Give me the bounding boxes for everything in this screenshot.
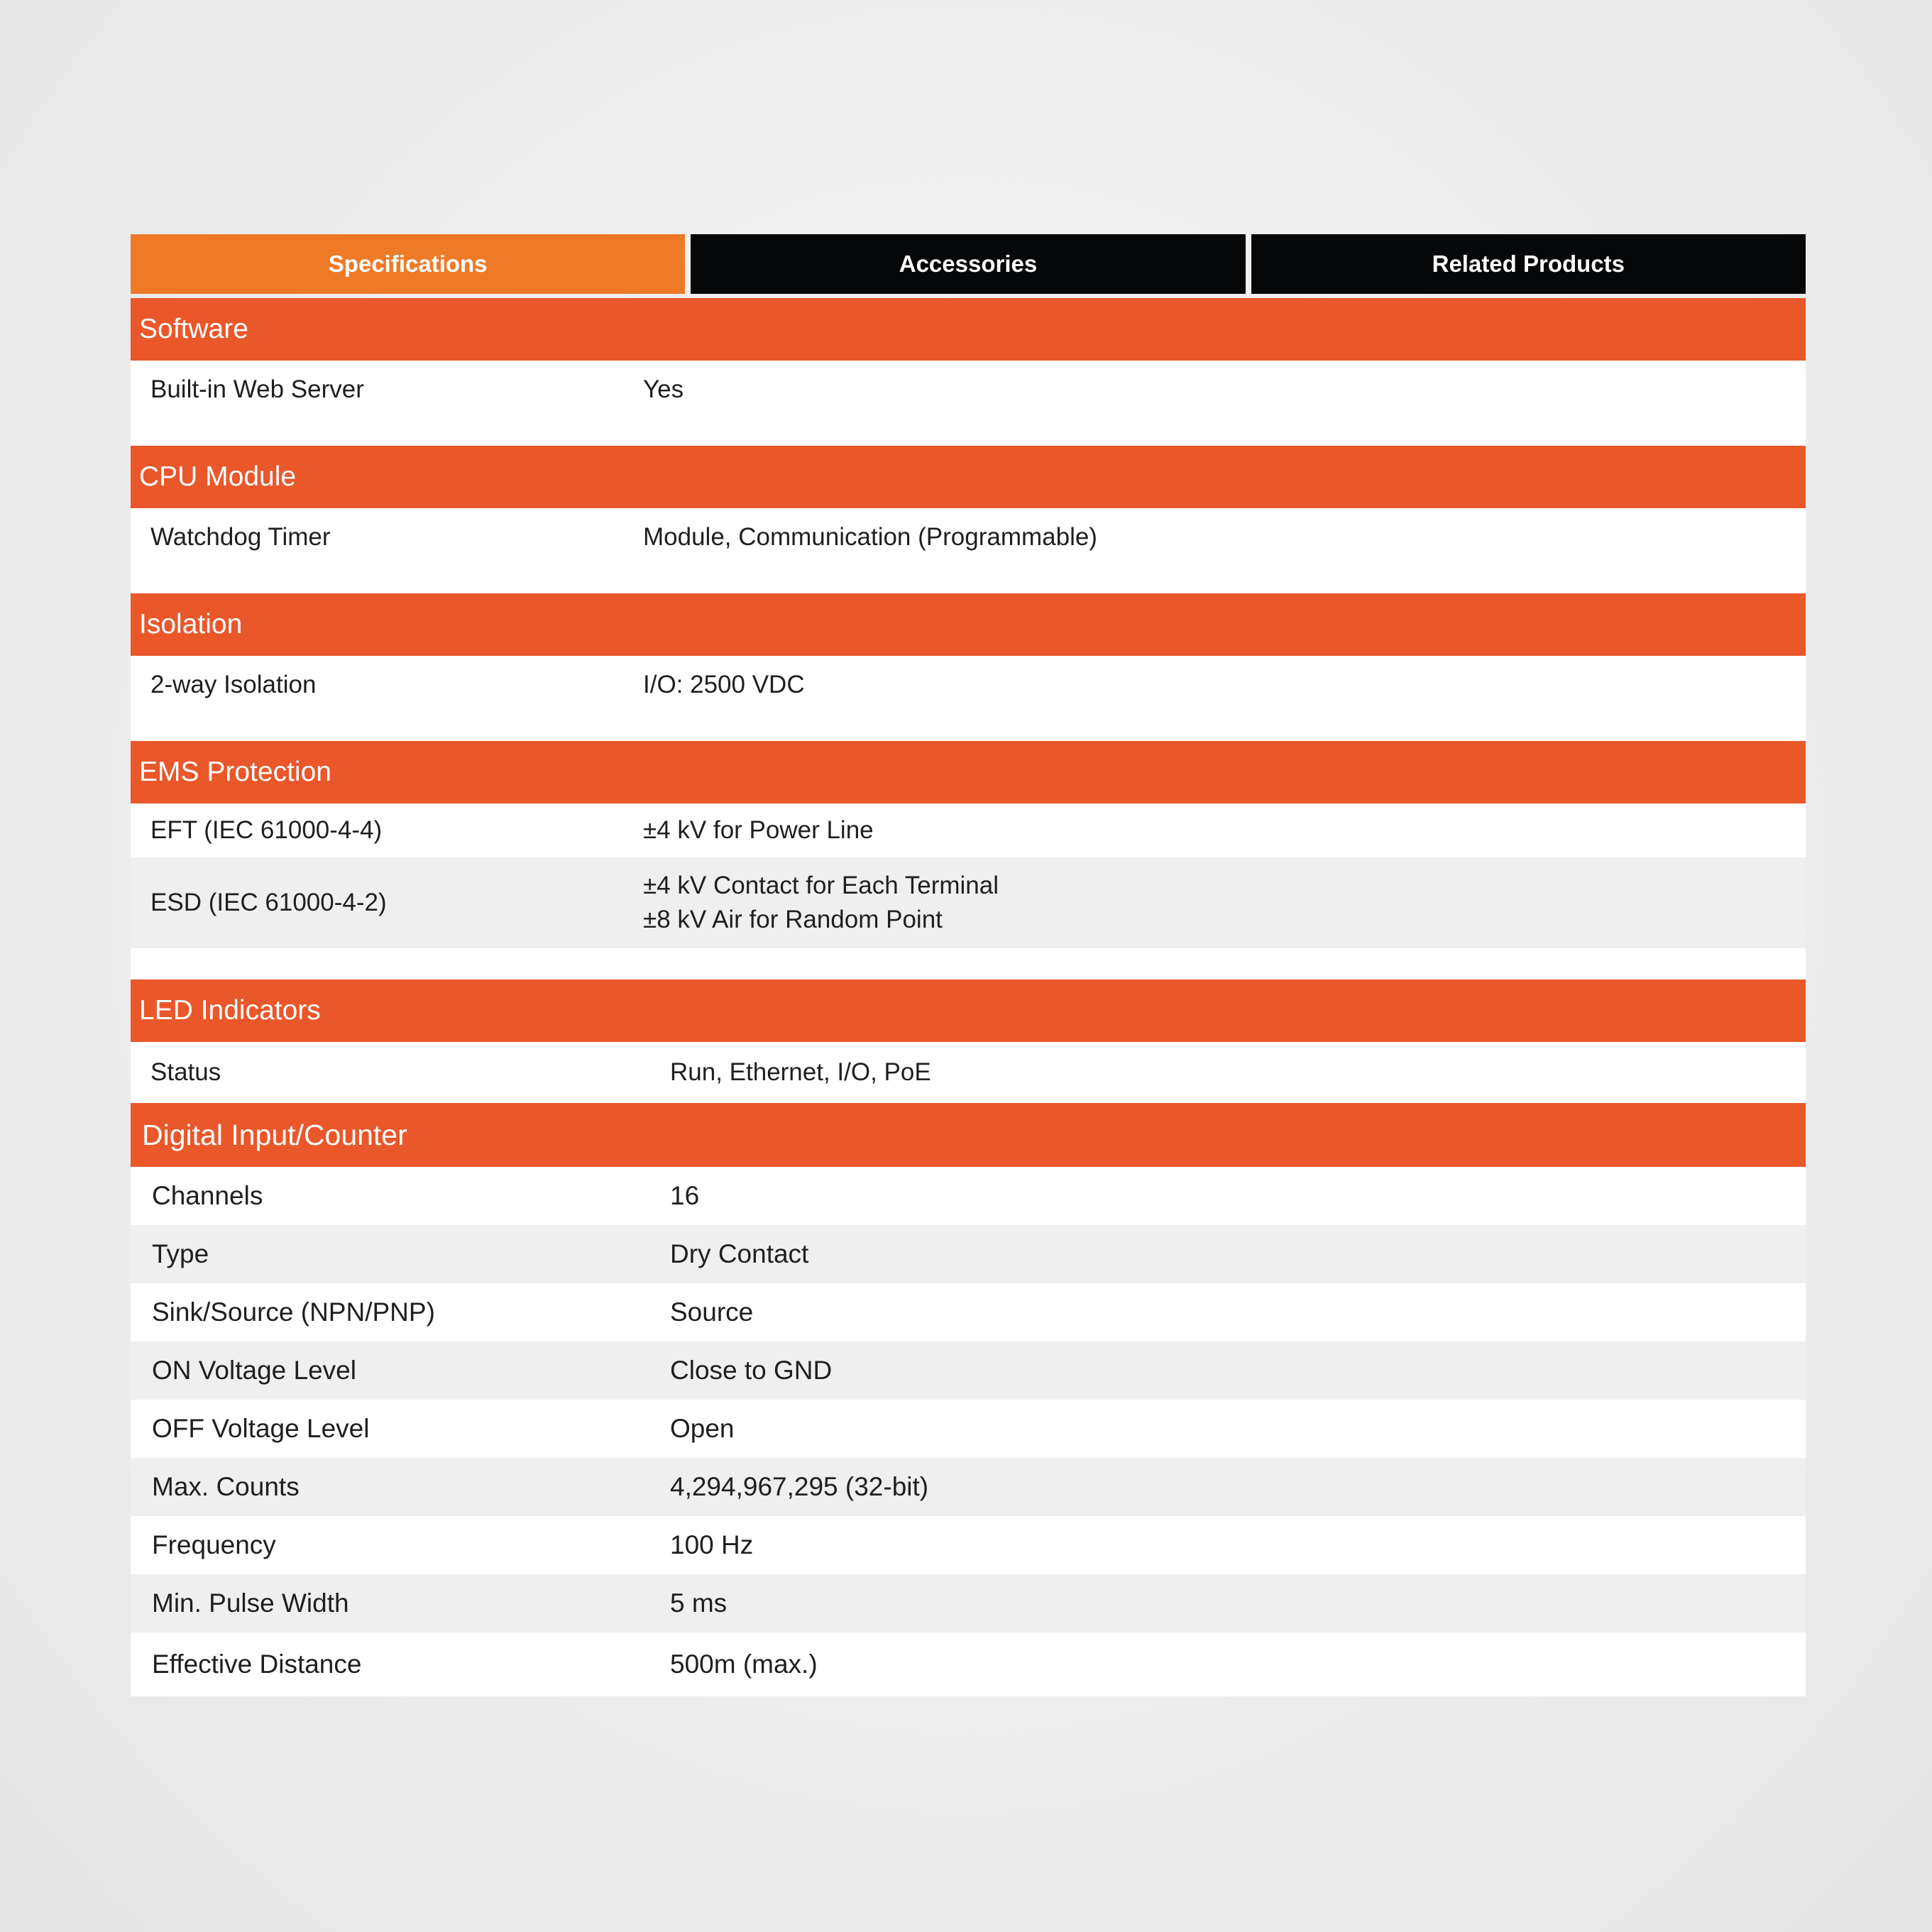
table-row [131, 1400, 1806, 1458]
table-row [131, 1632, 1806, 1696]
table-row [131, 1516, 1806, 1574]
spec-value [670, 1295, 753, 1329]
section-header: Digital Input/Counter [131, 1103, 1806, 1167]
spec-value [670, 1647, 818, 1681]
spec-value [670, 1412, 735, 1446]
spec-label: Sink/Source (NPN/PNP) [152, 1297, 435, 1327]
spec-value [643, 813, 874, 847]
table-row [131, 857, 1806, 948]
spec-value [670, 1055, 931, 1090]
table-row [131, 508, 1806, 566]
spec-value-line: ±4 kV for Power Line [643, 816, 874, 844]
spec-label: EFT (IEC 61000-4-4) [150, 816, 383, 844]
spec-label: Frequency [152, 1530, 276, 1559]
spec-value-line: 16 [670, 1181, 700, 1210]
spec-value [643, 668, 805, 702]
spec-label: Watchdog Timer [150, 523, 331, 551]
table-row [131, 1283, 1806, 1341]
spec-value-line: Open [670, 1414, 735, 1443]
section-body [131, 508, 1806, 593]
section-header: CPU Module [131, 446, 1806, 508]
spec-label: OFF Voltage Level [152, 1414, 370, 1443]
spec-panel [131, 234, 1806, 1696]
spec-value [643, 520, 1097, 554]
spec-value-line: Run, Ethernet, I/O, PoE [670, 1058, 931, 1086]
spec-value-line: I/O: 2500 VDC [643, 671, 805, 698]
section-body [131, 1167, 1806, 1696]
section-body [131, 803, 1806, 979]
spec-value [670, 1528, 753, 1562]
spec-label: ON Voltage Level [152, 1356, 356, 1385]
spec-label: 2-way Isolation [150, 671, 317, 698]
spec-value-line: Close to GND [670, 1356, 833, 1385]
section-header: LED Indicators [131, 979, 1806, 1042]
spec-label: Type [152, 1239, 209, 1268]
table-row [131, 1042, 1806, 1103]
section-spacer [131, 714, 1806, 741]
spec-value [670, 1470, 928, 1504]
spec-value-line: Module, Communication (Programmable) [643, 523, 1097, 551]
spec-label: Status [150, 1058, 221, 1086]
spec-value-line: 4,294,967,295 (32-bit) [670, 1472, 929, 1501]
spec-value [643, 869, 999, 937]
spec-value [670, 1586, 727, 1620]
section-spacer [131, 566, 1806, 593]
table-row [131, 361, 1806, 419]
spec-label: Effective Distance [152, 1650, 362, 1679]
section-header: Software [131, 298, 1806, 361]
tab-related-products[interactable]: Related Products [1251, 234, 1806, 294]
spec-value [670, 1237, 808, 1271]
spec-label: Min. Pulse Width [152, 1588, 349, 1618]
spec-value-line: Yes [643, 375, 684, 403]
table-row [131, 1341, 1806, 1400]
section-spacer [131, 419, 1806, 446]
spec-value-line: ±4 kV Contact for Each Terminal [643, 872, 999, 899]
section-body [131, 656, 1806, 741]
spec-value [670, 1354, 832, 1388]
table-row [131, 803, 1806, 857]
spec-sections [131, 298, 1806, 1696]
tab-specifications[interactable]: Specifications [131, 234, 685, 294]
section-body [131, 361, 1806, 446]
spec-value [670, 1179, 699, 1213]
spec-label: Max. Counts [152, 1472, 300, 1501]
spec-value-line: 500m (max.) [670, 1650, 818, 1679]
table-row [131, 656, 1806, 714]
spec-value [643, 373, 684, 407]
section-spacer [131, 948, 1806, 979]
spec-label: ESD (IEC 61000-4-2) [150, 889, 387, 916]
tab-accessories[interactable]: Accessories [691, 234, 1245, 294]
spec-value-line: ±8 kV Air for Random Point [643, 906, 943, 933]
section-header: Isolation [131, 593, 1806, 656]
spec-value-line: 5 ms [670, 1588, 728, 1618]
table-row [131, 1574, 1806, 1632]
table-row [131, 1458, 1806, 1516]
section-header: EMS Protection [131, 741, 1806, 803]
table-row [131, 1167, 1806, 1225]
spec-label: Channels [152, 1181, 263, 1210]
spec-value-line: Dry Contact [670, 1239, 809, 1268]
tab-bar [131, 234, 1806, 294]
table-row [131, 1225, 1806, 1283]
spec-value-line: 100 Hz [670, 1530, 754, 1559]
spec-value-line: Source [670, 1297, 754, 1327]
section-body [131, 1042, 1806, 1103]
spec-label: Built-in Web Server [150, 375, 364, 403]
